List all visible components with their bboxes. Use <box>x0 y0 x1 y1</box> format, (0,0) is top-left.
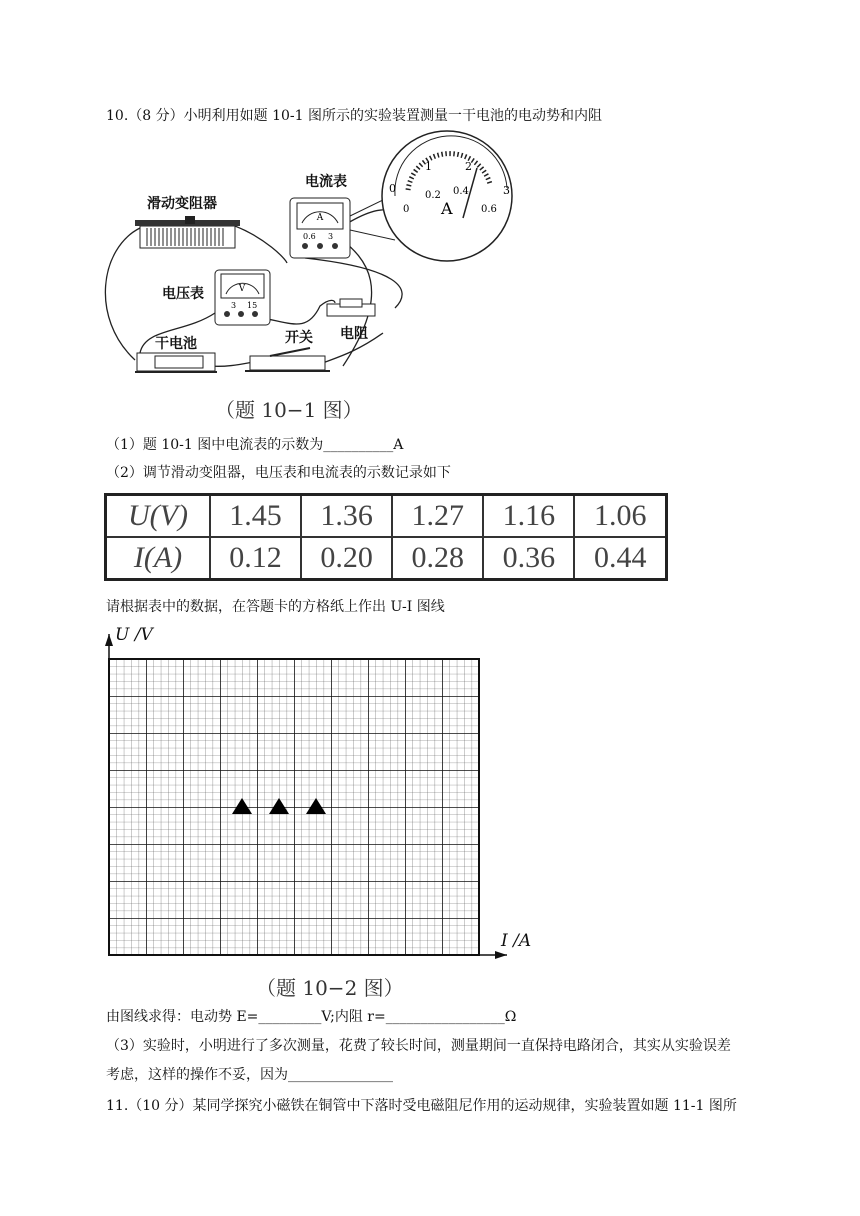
q10-part2: （2）调节滑动变阻器，电压表和电流表的示数记录如下 <box>106 465 451 481</box>
figure-10-1-caption: （题 10−1 图） <box>215 398 363 422</box>
table-cell: 0.20 <box>301 537 392 580</box>
q10-title: 10.（8 分）小明利用如题 10-1 图所示的实验装置测量一干电池的电动势和内阻 <box>106 108 602 124</box>
table-cell: U(V) <box>106 495 210 538</box>
table-cell: 1.27 <box>392 495 483 538</box>
voltmeter-icon <box>215 270 270 325</box>
svg-text:A: A <box>441 199 453 218</box>
battery-icon <box>135 353 217 372</box>
rheostat-label: 滑动变阻器 <box>147 196 217 212</box>
svg-text:2: 2 <box>465 160 472 173</box>
table-cell: 1.06 <box>574 495 666 538</box>
table-cell: 0.12 <box>210 537 301 580</box>
svg-text:V: V <box>238 284 246 294</box>
svg-text:1: 1 <box>425 160 432 173</box>
svg-text:0: 0 <box>389 182 396 195</box>
q11-title: 11.（10 分）某同学探究小磁铁在铜管中下落时受电磁阻尼作用的运动规律，实验装置如题 11-1 图所 <box>106 1098 737 1114</box>
data-table <box>104 493 668 581</box>
table-cell: 1.16 <box>483 495 574 538</box>
y-axis-label: U /V <box>115 625 153 645</box>
svg-text:0.2: 0.2 <box>425 190 441 201</box>
svg-text:3: 3 <box>503 184 510 197</box>
table-row <box>106 537 667 580</box>
figure-10-2-caption: （题 10−2 图） <box>256 976 404 1000</box>
resistor-label: 电阻 <box>340 326 368 342</box>
x-axis-label: I /A <box>501 931 532 951</box>
circuit-figure <box>95 128 525 378</box>
svg-text:15: 15 <box>247 301 258 310</box>
battery-label: 干电池 <box>155 336 197 352</box>
q10-part3-line1: （3）实验时，小明进行了多次测量，花费了较长时间，测量期间一直保持电路闭合，其实从实验误差 <box>106 1038 731 1054</box>
table-cell: I(A) <box>106 537 210 580</box>
table-cell: 1.45 <box>210 495 301 538</box>
svg-text:3: 3 <box>328 232 334 241</box>
switch-icon <box>245 348 330 371</box>
svg-text:0.6: 0.6 <box>303 232 316 241</box>
switch-label: 开关 <box>285 330 313 346</box>
table-cell: 1.36 <box>301 495 392 538</box>
table-cell: 0.44 <box>574 537 666 580</box>
plot-instruction: 请根据表中的数据，在答题卡的方格纸上作出 U-I 图线 <box>106 599 445 615</box>
svg-text:3: 3 <box>231 301 237 310</box>
svg-text:0: 0 <box>403 204 410 215</box>
ammeter-dial-zoom-icon <box>350 131 512 261</box>
svg-text:0.4: 0.4 <box>453 186 469 197</box>
table-cell: 0.28 <box>392 537 483 580</box>
q10-part3-line2: 考虑，这样的操作不妥，因为_______________ <box>106 1067 393 1083</box>
voltmeter-label: 电压表 <box>162 286 204 302</box>
q10-part1: （1）题 10-1 图中电流表的示数为__________A <box>106 437 404 453</box>
result-line: 由图线求得：电动势 E=_________V;内阻 r=_________________Ω <box>106 1009 517 1025</box>
graph-paper-figure <box>95 622 545 972</box>
svg-text:A: A <box>316 213 324 223</box>
rheostat-icon <box>135 216 240 248</box>
svg-text:0.6: 0.6 <box>481 204 497 215</box>
table-cell: 0.36 <box>483 537 574 580</box>
ammeter-label: 电流表 <box>305 174 347 190</box>
table-row <box>106 495 667 538</box>
ammeter-icon <box>290 198 350 258</box>
